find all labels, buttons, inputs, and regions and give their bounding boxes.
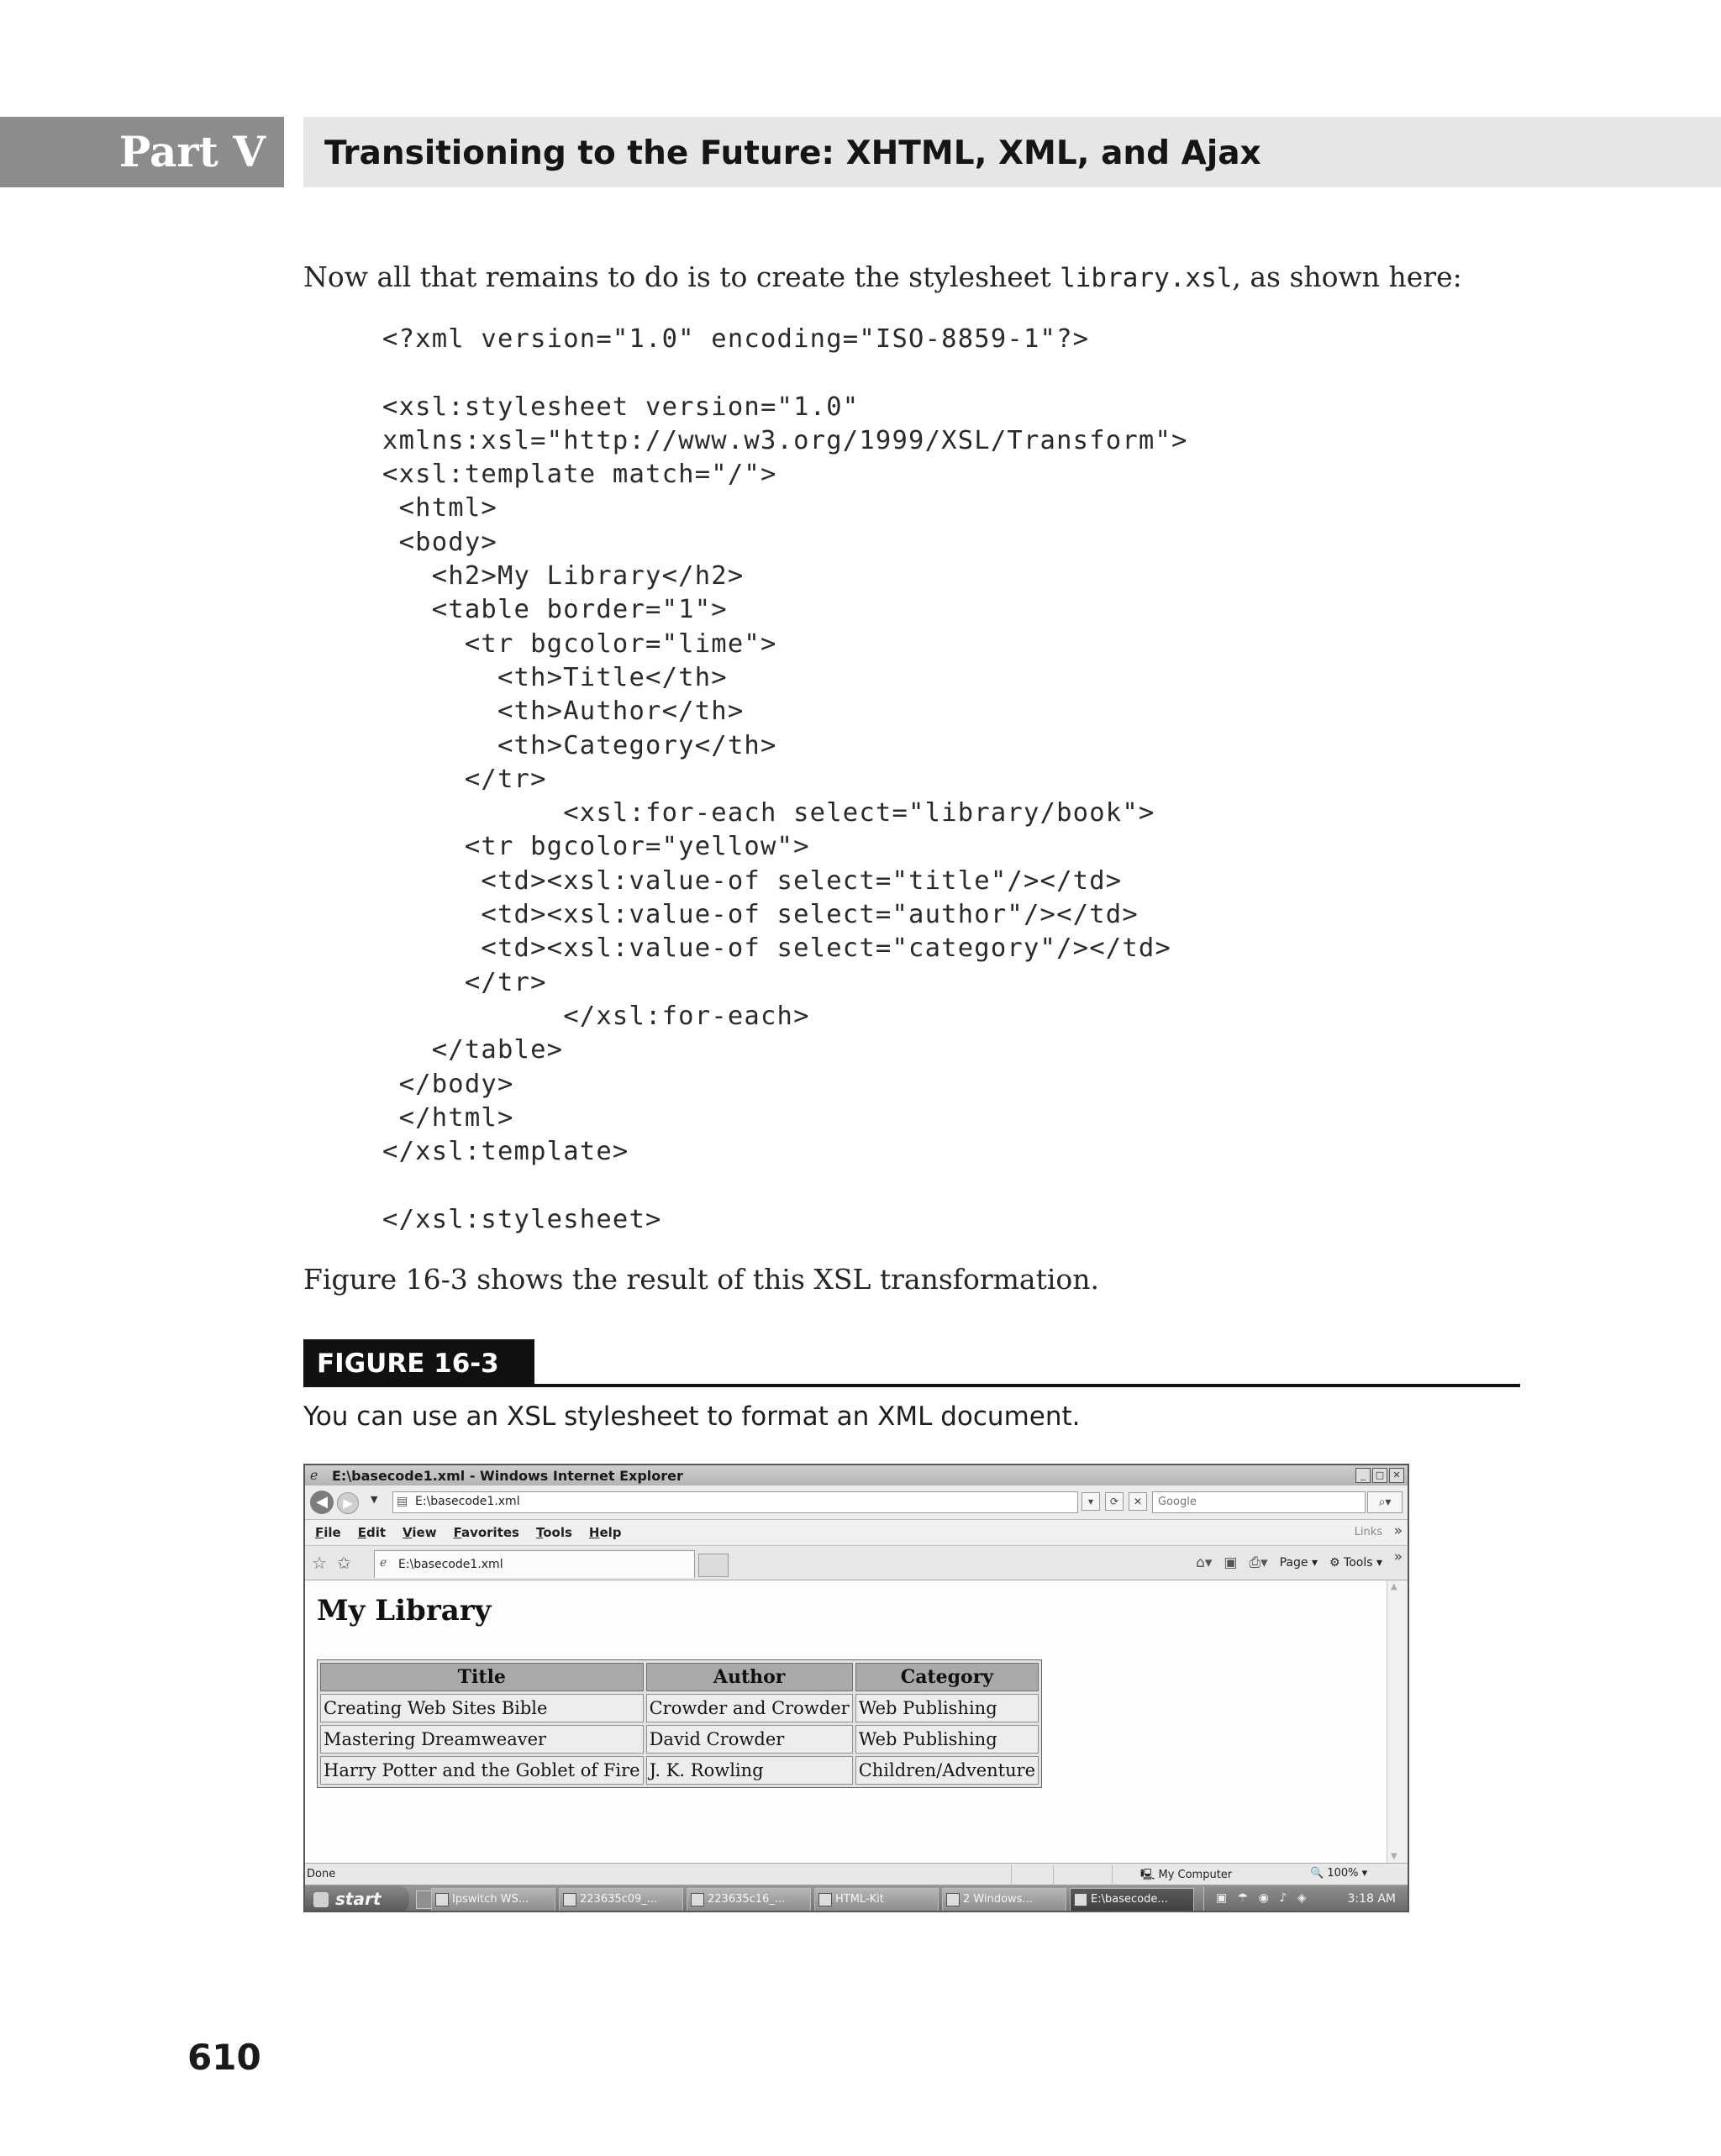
column-header: Category [855, 1663, 1039, 1691]
page-menu-button[interactable]: Page ▾ [1279, 1556, 1318, 1570]
part-label-box [0, 117, 284, 187]
start-button[interactable] [305, 1885, 409, 1912]
address-bar[interactable] [392, 1491, 1078, 1513]
intro-text-after: , as shown here: [1232, 260, 1462, 293]
taskbar-button[interactable] [559, 1888, 683, 1911]
taskbar-label: 223635c09_... [580, 1893, 658, 1906]
menu-tools[interactable]: Tools [535, 1525, 572, 1540]
stop-icon[interactable]: ✕ [1129, 1492, 1147, 1511]
chapter-header-bar [303, 117, 1721, 187]
history-dropdown-icon[interactable]: ▼ [371, 1494, 378, 1505]
status-text: Done [307, 1868, 336, 1880]
code-line: </tr> [382, 967, 547, 997]
code-line: <th>Author</th> [382, 697, 745, 727]
taskbar-label: Ipswitch WS... [452, 1893, 529, 1906]
code-line: </xsl:stylesheet> [382, 1204, 662, 1234]
column-header: Author [646, 1663, 853, 1691]
code-line: <th>Category</th> [382, 730, 777, 760]
table-row [320, 1725, 1039, 1754]
chevron-right-icon[interactable]: » [1393, 1522, 1403, 1539]
figure-caption: You can use an XSL stylesheet to format an XML document. [303, 1401, 1081, 1432]
security-zone-label: My Computer [1158, 1869, 1233, 1881]
tray-icons[interactable]: ▣ ☂ ◉ ♪ ◈ [1216, 1891, 1310, 1905]
library-table [317, 1659, 1042, 1788]
search-input[interactable] [1153, 1493, 1365, 1512]
code-line: <td><xsl:value-of select="category"/></td> [382, 933, 1172, 964]
taskbar-label: E:\basecode... [1091, 1893, 1168, 1906]
code-line: </xsl:for-each> [382, 1001, 810, 1031]
address-text: E:\basecode1.xml [415, 1495, 520, 1508]
browser-screenshot [303, 1464, 1409, 1912]
maximize-icon[interactable]: □ [1372, 1468, 1387, 1483]
status-bar [305, 1863, 1408, 1885]
menu-help[interactable]: Help [588, 1525, 622, 1540]
figure-label-tab [303, 1339, 534, 1386]
favorites-tab-row [305, 1546, 1408, 1580]
figure-rule [303, 1384, 1520, 1387]
windows-taskbar [305, 1885, 1408, 1912]
system-tray [1203, 1886, 1408, 1912]
refresh-icon[interactable]: ⟳ [1105, 1492, 1124, 1511]
close-icon[interactable]: ✕ [1389, 1468, 1404, 1483]
code-line: <xsl:for-each select="library/book"> [382, 798, 1155, 828]
code-line: <h2>My Library</h2> [382, 561, 745, 592]
feeds-icon[interactable]: ▣ [1224, 1554, 1238, 1571]
table-cell: Crowder and Crowder [646, 1694, 853, 1722]
result-paragraph: Figure 16-3 shows the result of this XSL transformation. [303, 1263, 1100, 1296]
page-number: 610 [187, 2037, 261, 2078]
windows-logo-icon [313, 1892, 329, 1907]
table-cell: Mastering Dreamweaver [320, 1725, 644, 1754]
code-line: </xsl:template> [382, 1137, 629, 1167]
forward-icon[interactable]: ▶ [337, 1492, 359, 1514]
chevron-right-icon[interactable]: » [1393, 1549, 1403, 1565]
table-cell: J. K. Rowling [646, 1756, 853, 1785]
taskbar-label: HTML-Kit [835, 1893, 884, 1906]
table-row [320, 1694, 1039, 1722]
table-cell: Harry Potter and the Goblet of Fire [320, 1756, 644, 1785]
code-line: <th>Title</th> [382, 662, 728, 692]
taskbar-label: 2 Windows... [963, 1893, 1033, 1906]
intro-paragraph [303, 260, 1462, 295]
minimize-icon[interactable]: _ [1355, 1468, 1371, 1483]
print-icon[interactable]: ⎙▾ [1249, 1554, 1268, 1571]
app-icon [818, 1893, 832, 1906]
code-line: </html> [382, 1102, 514, 1133]
vertical-scrollbar[interactable] [1387, 1580, 1408, 1863]
menu-favorites[interactable]: Favorites [453, 1525, 519, 1540]
app-icon [691, 1893, 704, 1906]
table-row [320, 1756, 1039, 1785]
column-header: Title [320, 1663, 644, 1691]
code-line: <tr bgcolor="yellow"> [382, 832, 810, 862]
code-line: </body> [382, 1069, 514, 1099]
taskbar-button[interactable] [942, 1888, 1066, 1911]
zoom-level[interactable]: 🔍 100% ▾ [1310, 1867, 1368, 1880]
code-line: <table border="1"> [382, 595, 728, 625]
chapter-title: Transitioning to the Future: XHTML, XML, and Ajax [324, 134, 1261, 172]
quick-launch-icon[interactable] [416, 1890, 433, 1909]
taskbar-label: 223635c16_... [708, 1893, 786, 1906]
scroll-up-icon[interactable]: ▲ [1391, 1582, 1397, 1591]
page-heading: My Library [317, 1594, 492, 1628]
code-line: <?xml version="1.0" encoding="ISO-8859-1"?> [382, 324, 1090, 354]
search-box[interactable] [1152, 1491, 1366, 1513]
status-divider [1011, 1865, 1012, 1884]
menu-bar [305, 1520, 1408, 1546]
code-line: <tr bgcolor="lime"> [382, 628, 777, 659]
table-header-row [320, 1663, 1039, 1691]
status-divider [1053, 1865, 1054, 1884]
intro-text-before: Now all that remains to do is to create the stylesheet [303, 260, 1060, 293]
address-buttons [1082, 1492, 1147, 1511]
app-icon [435, 1893, 449, 1906]
taskbar-button[interactable] [814, 1888, 939, 1911]
status-divider [1112, 1865, 1113, 1884]
code-line: <xsl:stylesheet version="1.0" [382, 392, 860, 422]
table-cell: Web Publishing [855, 1694, 1039, 1722]
address-row [305, 1486, 1408, 1520]
code-line: <td><xsl:value-of select="author"/></td> [382, 900, 1139, 930]
figure-label: FIGURE 16-3 [317, 1349, 499, 1379]
code-line: <html> [382, 493, 497, 523]
code-line: <td><xsl:value-of select="title"/></td> [382, 865, 1123, 896]
home-icon[interactable]: ⌂▾ [1196, 1554, 1213, 1571]
zoom-value: 100% [1327, 1867, 1359, 1880]
ie-icon: ℯ [310, 1467, 318, 1483]
window-controls [1355, 1468, 1404, 1483]
window-title: E:\basecode1.xml - Windows Internet Explorer [332, 1468, 683, 1484]
page-icon: ▤ [397, 1495, 408, 1508]
tools-menu-label: Tools [1344, 1556, 1373, 1570]
tab-title: E:\basecode1.xml [398, 1558, 503, 1571]
code-line: xmlns:xsl="http://www.w3.org/1999/XSL/Transform"> [382, 425, 1188, 455]
back-icon[interactable]: ◀ [310, 1491, 334, 1514]
menu-edit[interactable]: Edit [357, 1525, 387, 1540]
code-listing [382, 323, 1188, 1237]
part-label: Part V [118, 127, 266, 176]
command-bar [1196, 1554, 1382, 1571]
table-cell: Children/Adventure [855, 1756, 1039, 1785]
clock: 3:18 AM [1347, 1892, 1396, 1906]
taskbar-button[interactable] [431, 1888, 555, 1911]
table-cell: Web Publishing [855, 1725, 1039, 1754]
menu-view[interactable]: View [403, 1525, 437, 1540]
start-label: start [335, 1889, 382, 1909]
tools-menu-button[interactable]: ⚙ Tools ▾ [1329, 1556, 1382, 1570]
app-icon [563, 1893, 576, 1906]
taskbar-button[interactable] [1070, 1888, 1194, 1911]
add-favorites-icon[interactable]: ✩ [337, 1553, 351, 1573]
code-line: </tr> [382, 764, 547, 794]
taskbar-button[interactable] [687, 1888, 811, 1911]
window-titlebar [305, 1465, 1408, 1486]
address-dropdown-icon[interactable]: ▾ [1082, 1492, 1100, 1511]
table-cell: Creating Web Sites Bible [320, 1694, 644, 1722]
tab-basecode[interactable] [374, 1550, 695, 1578]
table-cell: David Crowder [646, 1725, 853, 1754]
code-line: <body> [382, 527, 497, 557]
search-icon[interactable]: ⌕▾ [1367, 1491, 1403, 1513]
menu-file[interactable]: File [315, 1525, 341, 1540]
app-icon [1074, 1893, 1087, 1906]
app-icon [946, 1893, 960, 1906]
code-line: </table> [382, 1035, 564, 1065]
favorites-star-icon[interactable]: ☆ [312, 1553, 327, 1573]
tab-page-icon: ℯ [380, 1556, 387, 1570]
security-zone: 🖳 My Computer [1140, 1869, 1233, 1881]
page-content [305, 1580, 1389, 1863]
links-label[interactable]: Links [1354, 1526, 1382, 1538]
new-tab-button[interactable] [698, 1554, 729, 1577]
scroll-down-icon[interactable]: ▼ [1391, 1852, 1397, 1861]
code-line: <xsl:template match="/"> [382, 460, 777, 490]
page-menu-label: Page [1279, 1556, 1308, 1570]
intro-filename: library.xsl [1060, 263, 1233, 293]
